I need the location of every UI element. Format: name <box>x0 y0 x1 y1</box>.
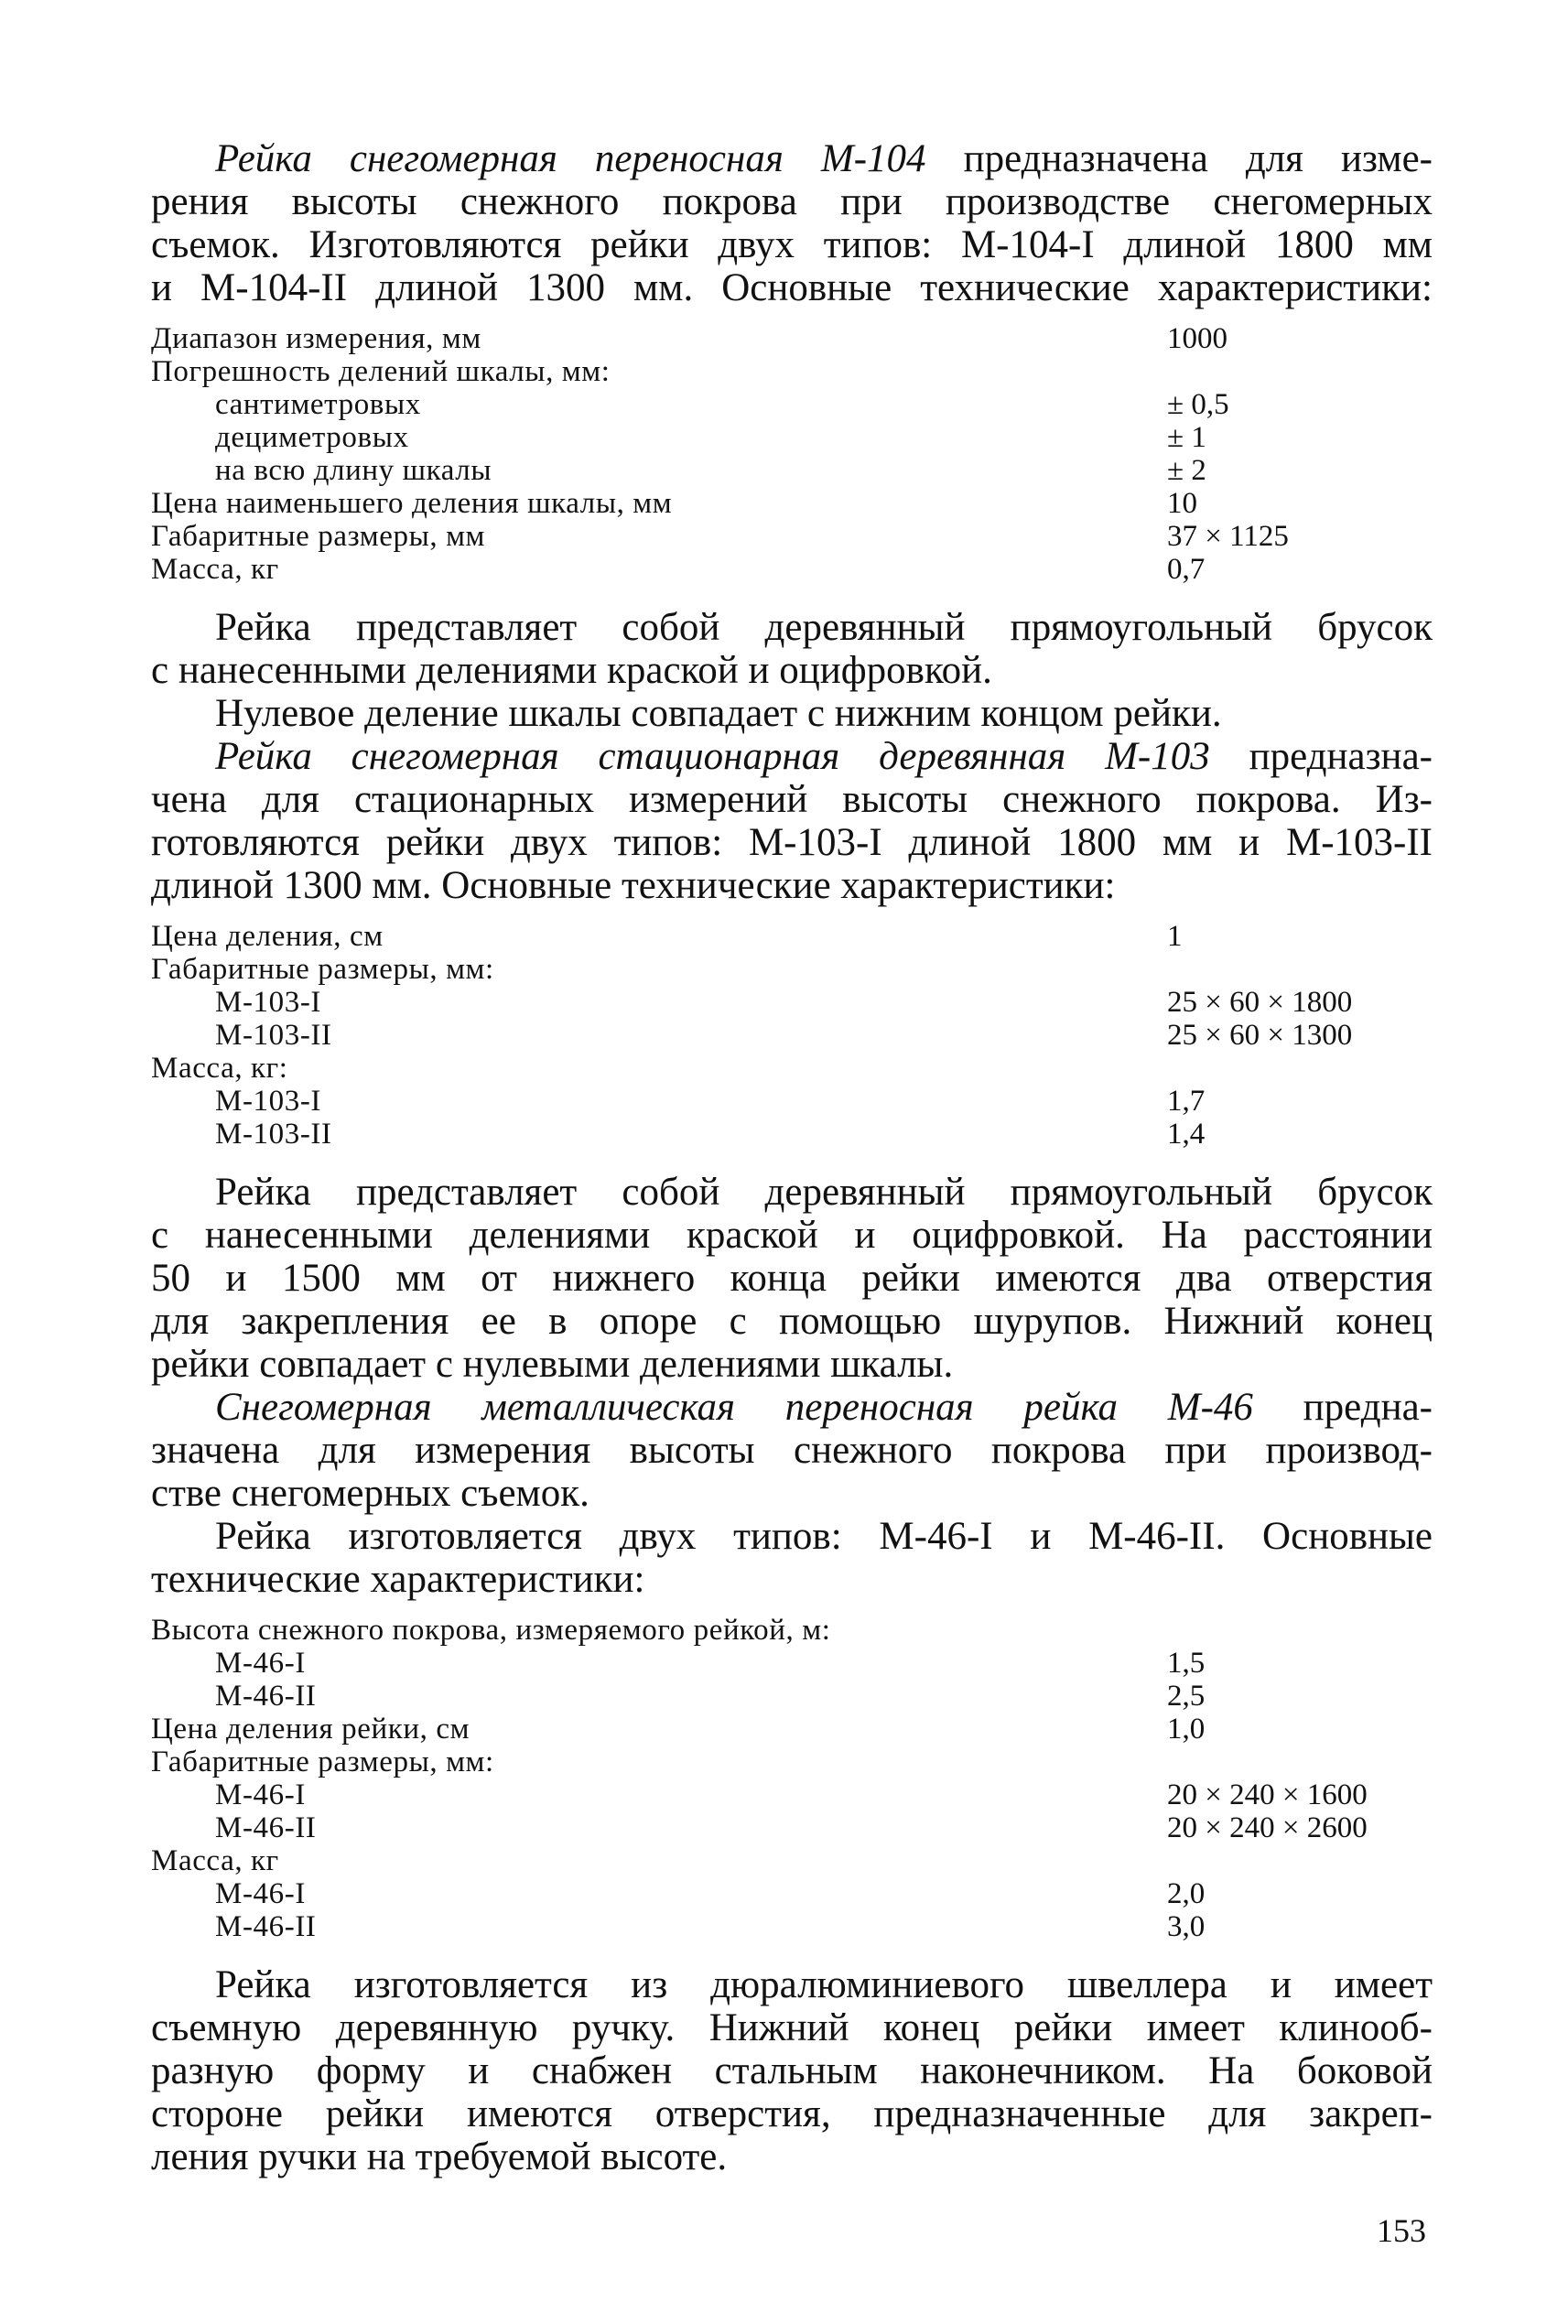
spec-label: Габаритные размеры, мм: <box>151 1746 494 1778</box>
paragraph-line: готовляются рейки двух типов: М-103-I длиной 1800 мм и М-103-II <box>151 821 1433 864</box>
spec-value: ± 1 <box>1167 421 1206 454</box>
spec-row <box>151 1118 1433 1151</box>
spec-value: 20 × 240 × 1600 <box>1167 1778 1368 1811</box>
spec-value: 37 × 1125 <box>1167 520 1289 553</box>
paragraph-line: и М-104-II длиной 1300 мм. Основные технические характеристики: <box>151 266 1433 309</box>
spec-row <box>151 454 1433 487</box>
m103-spec-table <box>151 920 1433 1151</box>
paragraph-line: стве снегомерных съемок. <box>151 1472 589 1515</box>
spec-label: Габаритные размеры, мм: <box>151 953 494 986</box>
spec-row <box>151 953 1433 986</box>
paragraph-line: съемок. Изготовляются рейки двух типов: М-104-I длиной 1800 мм <box>151 223 1433 266</box>
spec-value: 20 × 240 × 2600 <box>1167 1811 1368 1844</box>
spec-label: М-103-I <box>215 986 322 1019</box>
paragraph-line: с нанесенными делениями краской и оцифровкой. На расстоянии <box>151 1214 1433 1257</box>
spec-row <box>151 1877 1433 1910</box>
spec-label: сантиметровых <box>215 388 421 421</box>
paragraph-line: для закрепления ее в опоре с помощью шурупов. Нижний конец <box>151 1300 1433 1343</box>
spec-row <box>151 1910 1433 1943</box>
spec-label: Высота снежного покрова, измеряемого рейкой, м: <box>151 1614 831 1647</box>
spec-value <box>1167 1746 1433 1778</box>
spec-label: М-103-II <box>215 1118 332 1151</box>
paragraph-line: предна- <box>1252 1386 1433 1429</box>
spec-value: ± 2 <box>1167 454 1206 487</box>
spec-row <box>151 1019 1433 1052</box>
spec-row <box>151 553 1433 586</box>
spec-row <box>151 1811 1433 1844</box>
spec-value <box>1167 355 1433 388</box>
spec-value: 25 × 60 × 1800 <box>1167 986 1353 1019</box>
zero-note-paragraph <box>151 692 1433 735</box>
spec-label: Цена деления, см <box>151 920 384 953</box>
paragraph-line: длиной 1300 мм. Основные технические характеристики: <box>151 864 1116 907</box>
m104-description-paragraph <box>151 606 1433 692</box>
spec-row <box>151 1746 1433 1778</box>
spec-label: М-103-I <box>215 1085 322 1118</box>
spec-row <box>151 1778 1433 1811</box>
paragraph-line: предназначена для изме- <box>925 137 1433 180</box>
spec-row <box>151 1680 1433 1713</box>
spec-value: 1,7 <box>1167 1085 1206 1118</box>
paragraph-line: стороне рейки имеются отверстия, предназначенные для закреп- <box>151 2092 1433 2135</box>
spec-row <box>151 1647 1433 1680</box>
spec-label: Масса, кг <box>151 1844 279 1877</box>
spec-label: М-46-I <box>215 1778 306 1811</box>
spec-label: дециметровых <box>215 421 409 454</box>
spec-value: 10 <box>1167 487 1197 520</box>
spec-label: М-46-I <box>215 1647 306 1680</box>
m104-title: Рейка снегомерная переносная М-104 <box>215 137 926 180</box>
paragraph-line: рения высоты снежного покрова при производстве снегомерных <box>151 180 1433 223</box>
paragraph-line: чена для стационарных измерений высоты снежного покрова. Из- <box>151 778 1433 821</box>
m46-description-paragraph <box>151 1963 1433 2178</box>
spec-row <box>151 1085 1433 1118</box>
spec-row <box>151 421 1433 454</box>
paragraph-line: разную форму и снабжен стальным наконечником. На боковой <box>151 2049 1433 2092</box>
spec-label: Погрешность делений шкалы, мм: <box>151 355 611 388</box>
spec-label: Цена деления рейки, см <box>151 1713 470 1746</box>
spec-label: М-46-II <box>215 1680 317 1713</box>
spec-row <box>151 1614 1433 1647</box>
spec-row <box>151 1713 1433 1746</box>
paragraph-line: технические характеристики: <box>151 1558 645 1601</box>
paragraph-line: съемную деревянную ручку. Нижний конец рейки имеет клинооб- <box>151 2006 1433 2049</box>
spec-value: ± 0,5 <box>1167 388 1229 421</box>
spec-value: 1000 <box>1167 322 1227 355</box>
spec-value: 2,0 <box>1167 1877 1206 1910</box>
m104-spec-table <box>151 322 1433 586</box>
m103-description-paragraph <box>151 1171 1433 1386</box>
spec-row <box>151 388 1433 421</box>
m103-intro-paragraph <box>151 735 1433 907</box>
spec-value <box>1167 953 1433 986</box>
spec-value: 1,4 <box>1167 1118 1206 1151</box>
document-page <box>151 137 1433 2178</box>
spec-label: Габаритные размеры, мм <box>151 520 486 553</box>
paragraph-line: Нулевое деление шкалы совпадает с нижним концом рейки. <box>215 692 1222 735</box>
spec-value: 1,0 <box>1167 1713 1206 1746</box>
m103-title: Рейка снегомерная стационарная деревянная М-103 <box>215 735 1210 778</box>
paragraph-line: рейки совпадает с нулевыми делениями шкалы. <box>151 1343 954 1386</box>
paragraph-line: Рейка представляет собой деревянный прямоугольный брусок <box>215 1171 1433 1214</box>
paragraph-line: Рейка изготовляется двух типов: М-46-I и М-46-II. Основные <box>215 1515 1433 1558</box>
m46-types-paragraph <box>151 1515 1433 1601</box>
paragraph-line: 50 и 1500 мм от нижнего конца рейки имеются два отверстия <box>151 1257 1433 1300</box>
m46-title: Снегомерная металлическая переносная рейка М-46 <box>215 1386 1253 1429</box>
spec-row <box>151 920 1433 953</box>
paragraph-line: ления ручки на требуемой высоте. <box>151 2135 728 2178</box>
spec-label: М-46-I <box>215 1877 306 1910</box>
spec-row <box>151 520 1433 553</box>
spec-value: 25 × 60 × 1300 <box>1167 1019 1353 1052</box>
spec-value <box>1167 1052 1433 1085</box>
spec-value: 3,0 <box>1167 1910 1206 1943</box>
m104-intro-paragraph <box>151 137 1433 309</box>
spec-label: М-103-II <box>215 1019 332 1052</box>
spec-label: Цена наименьшего деления шкалы, мм <box>151 487 673 520</box>
spec-value: 0,7 <box>1167 553 1206 586</box>
spec-row <box>151 487 1433 520</box>
spec-value: 2,5 <box>1167 1680 1206 1713</box>
spec-value <box>1167 1844 1433 1877</box>
m46-spec-table <box>151 1614 1433 1943</box>
spec-row <box>151 355 1433 388</box>
spec-value: 1,5 <box>1167 1647 1206 1680</box>
spec-value: 1 <box>1167 920 1183 953</box>
spec-label: М-46-II <box>215 1811 317 1844</box>
spec-label: Масса, кг: <box>151 1052 288 1085</box>
paragraph-line: значена для измерения высоты снежного покрова при производ- <box>151 1429 1433 1472</box>
spec-label: Масса, кг <box>151 553 279 586</box>
spec-row <box>151 986 1433 1019</box>
spec-label: Диапазон измерения, мм <box>151 322 481 355</box>
spec-label: М-46-II <box>215 1910 317 1943</box>
spec-row <box>151 1052 1433 1085</box>
spec-value <box>1167 1614 1433 1647</box>
paragraph-line: предназна- <box>1209 735 1433 778</box>
paragraph-line: Рейка изготовляется из дюралюминиевого швеллера и имеет <box>215 1963 1433 2006</box>
spec-label: на всю длину шкалы <box>215 454 492 487</box>
spec-row <box>151 322 1433 355</box>
m46-intro-paragraph <box>151 1386 1433 1515</box>
spec-row <box>151 1844 1433 1877</box>
page-number: 153 <box>1377 2212 1426 2249</box>
paragraph-line: Рейка представляет собой деревянный прямоугольный брусок <box>215 606 1433 649</box>
paragraph-line: с нанесенными делениями краской и оцифровкой. <box>151 649 992 692</box>
